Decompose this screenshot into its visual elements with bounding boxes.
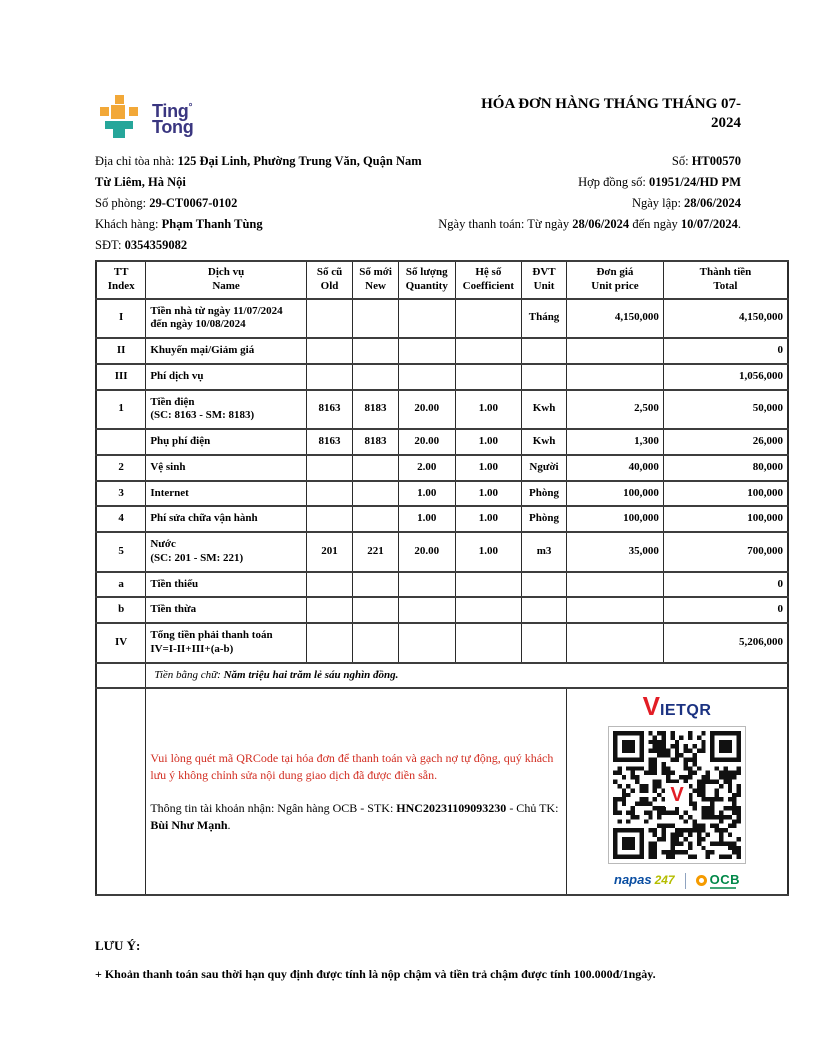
logo-word-1: Ting [152, 100, 189, 121]
payment-period [438, 214, 741, 235]
note-heading: LƯU Ý: [95, 938, 141, 953]
table-row [96, 481, 788, 507]
quantity [398, 623, 455, 663]
unit-price: 2,500 [567, 390, 664, 430]
row-index: 2 [96, 455, 146, 481]
total: 80,000 [663, 455, 788, 481]
total: 100,000 [663, 506, 788, 532]
row-index: II [96, 338, 146, 364]
account-number: HNC20231109093230 [396, 800, 507, 815]
new-reading [353, 364, 399, 390]
info-left-line-1: Số phòng: 29-CT0067-0102 [95, 196, 238, 210]
coefficient: 1.00 [455, 481, 521, 507]
unit-price: 4,150,000 [567, 299, 664, 339]
old-reading: 8163 [306, 390, 352, 430]
old-reading [306, 299, 352, 339]
vietqr-center-mark: V [665, 783, 689, 807]
table-header-row [96, 261, 788, 299]
row-index: b [96, 597, 146, 623]
quantity: 20.00 [398, 390, 455, 430]
ocb-logo [696, 873, 740, 889]
ocb-icon [696, 875, 707, 886]
row-index: 4 [96, 506, 146, 532]
row-index: 1 [96, 390, 146, 430]
service-name: Internet [146, 481, 307, 507]
ocb-name: OCB [709, 871, 740, 887]
table-row [96, 506, 788, 532]
info-section [95, 151, 789, 256]
unit-price: 100,000 [567, 506, 664, 532]
old-reading [306, 506, 352, 532]
new-reading: 8183 [353, 429, 399, 455]
total: 5,206,000 [663, 623, 788, 663]
empty-cell [96, 688, 146, 895]
quantity: 20.00 [398, 429, 455, 455]
payment-mid: đến ngày [629, 217, 681, 231]
new-reading [353, 572, 399, 598]
info-right-line-0: Số: HT00570 [671, 154, 741, 168]
column-header-1: Dịch vụ Name [146, 261, 307, 299]
total: 1,056,000 [663, 364, 788, 390]
qr-payment-notice: Vui lòng quét mã QRCode tại hóa đơn để thanh toán và gạch nợ tự động, quý khách lưu ý không chỉnh sửa nội dung giao dịch đã được điền sẵn. [150, 750, 554, 782]
service-name: Tổng tiền phải thanh toán IV=I-II+III+(a-b) [146, 623, 307, 663]
new-reading: 221 [353, 532, 399, 572]
old-reading [306, 597, 352, 623]
service-name: Tiền thừa [146, 597, 307, 623]
quantity [398, 299, 455, 339]
vietqr-text: IETQR [659, 702, 712, 720]
napas-name: napas [614, 872, 652, 888]
coefficient [455, 364, 521, 390]
qr-panel [567, 688, 788, 895]
coefficient [455, 623, 521, 663]
table-row [96, 532, 788, 572]
logo-word-2: Tong [152, 116, 194, 137]
unit-price: 100,000 [567, 481, 664, 507]
invoice-table [95, 260, 789, 896]
unit-price [567, 572, 664, 598]
column-header-0: TT Index [96, 261, 146, 299]
new-reading: 8183 [353, 390, 399, 430]
total: 0 [663, 597, 788, 623]
coefficient: 1.00 [455, 506, 521, 532]
amount-in-words [146, 663, 788, 689]
quantity [398, 572, 455, 598]
service-name: Tiền điện (SC: 8163 - SM: 8183) [146, 390, 307, 430]
total: 4,150,000 [663, 299, 788, 339]
payment-from-date: 28/06/2024 [572, 217, 630, 231]
column-header-2: Số cũ Old [306, 261, 352, 299]
info-left-line-2: Khách hàng: Phạm Thanh Tùng [95, 217, 263, 231]
unit [522, 623, 567, 663]
note-text: + Khoản thanh toán sau thời hạn quy định được tính là nộp chậm và tiền trả chậm được tính 100.000đ/1ngày. [95, 967, 656, 981]
service-name: Khuyến mại/Giảm giá [146, 338, 307, 364]
total: 26,000 [663, 429, 788, 455]
quantity: 20.00 [398, 532, 455, 572]
quantity: 1.00 [398, 481, 455, 507]
service-name: Vệ sinh [146, 455, 307, 481]
table-row [96, 364, 788, 390]
info-left-line-0: Địa chỉ tòa nhà: 125 Đại Linh, Phường Trung Văn, Quận Nam Từ Liêm, Hà Nội [95, 154, 422, 189]
coefficient: 1.00 [455, 455, 521, 481]
row-index: 5 [96, 532, 146, 572]
new-reading [353, 623, 399, 663]
table-row [96, 572, 788, 598]
empty-cell [96, 663, 146, 689]
amount-in-words-label: Tiền bằng chữ: [154, 668, 224, 681]
total: 50,000 [663, 390, 788, 430]
old-reading [306, 455, 352, 481]
tingtong-logo-icon [95, 95, 143, 139]
new-reading [353, 597, 399, 623]
total: 700,000 [663, 532, 788, 572]
header [95, 95, 789, 139]
unit-price: 1,300 [567, 429, 664, 455]
row-index: a [96, 572, 146, 598]
coefficient: 1.00 [455, 532, 521, 572]
unit: Tháng [522, 299, 567, 339]
row-index: 3 [96, 481, 146, 507]
old-reading [306, 481, 352, 507]
old-reading [306, 623, 352, 663]
payment-end: . [737, 217, 741, 231]
service-name: Phí dịch vụ [146, 364, 307, 390]
napas-247: 247 [654, 873, 675, 888]
old-reading [306, 364, 352, 390]
unit: Kwh [522, 429, 567, 455]
old-reading [306, 572, 352, 598]
unit [522, 338, 567, 364]
unit [522, 597, 567, 623]
table-row [96, 623, 788, 663]
coefficient [455, 299, 521, 339]
quantity: 2.00 [398, 455, 455, 481]
quantity: 1.00 [398, 506, 455, 532]
quantity [398, 597, 455, 623]
quantity [398, 338, 455, 364]
old-reading [306, 338, 352, 364]
new-reading [353, 481, 399, 507]
row-index: III [96, 364, 146, 390]
new-reading [353, 455, 399, 481]
coefficient [455, 338, 521, 364]
qr-instructions-cell [146, 688, 567, 895]
invoice-title: HÓA ĐƠN HÀNG THÁNG THÁNG 07-2024 [481, 96, 741, 131]
table-row [96, 429, 788, 455]
old-reading: 201 [306, 532, 352, 572]
logo-trademark: ° [188, 101, 193, 113]
unit-price [567, 597, 664, 623]
napas-logo [614, 872, 675, 889]
table-row [96, 299, 788, 339]
unit-price [567, 364, 664, 390]
service-name: Tiền nhà từ ngày 11/07/2024 đến ngày 10/08/2024 [146, 299, 307, 339]
info-left [95, 151, 438, 256]
account-mid: - Chủ TK: [506, 800, 559, 815]
unit: Người [522, 455, 567, 481]
quantity [398, 364, 455, 390]
qr-code [608, 726, 746, 864]
coefficient [455, 572, 521, 598]
payment-to-date: 10/07/2024 [680, 217, 738, 231]
unit [522, 572, 567, 598]
total: 0 [663, 572, 788, 598]
row-index: I [96, 299, 146, 339]
account-holder: Bùi Như Mạnh [150, 817, 228, 832]
row-index [96, 429, 146, 455]
unit: Phòng [522, 506, 567, 532]
vietqr-logo [571, 691, 783, 724]
unit-price: 35,000 [567, 532, 664, 572]
vietqr-v: V [642, 691, 660, 722]
info-right [438, 151, 789, 256]
column-header-4: Số lượng Quantity [398, 261, 455, 299]
unit: Kwh [522, 390, 567, 430]
service-name: Phụ phí điện [146, 429, 307, 455]
old-reading: 8163 [306, 429, 352, 455]
amount-in-words-value: Năm triệu hai trăm lẻ sáu nghìn đồng. [223, 668, 399, 681]
account-prefix: Thông tin tài khoản nhận: Ngân hàng OCB - STK: [150, 800, 397, 815]
unit: Phòng [522, 481, 567, 507]
column-header-3: Số mới New [353, 261, 399, 299]
row-index: IV [96, 623, 146, 663]
tingtong-logo-text [152, 100, 193, 135]
total: 0 [663, 338, 788, 364]
account-info [150, 800, 562, 834]
column-header-8: Thành tiền Total [663, 261, 788, 299]
info-right-line-2: Ngày lập: 28/06/2024 [631, 196, 741, 210]
qr-brands [571, 872, 783, 889]
unit-price [567, 623, 664, 663]
payment-label: Ngày thanh toán: Từ ngày [438, 217, 573, 231]
info-left-line-3: SĐT: 0354359082 [95, 238, 188, 252]
ocb-tagline-bar [710, 887, 736, 889]
unit: m3 [522, 532, 567, 572]
service-name: Tiền thiếu [146, 572, 307, 598]
unit [522, 364, 567, 390]
coefficient: 1.00 [455, 429, 521, 455]
service-name: Nước (SC: 201 - SM: 221) [146, 532, 307, 572]
column-header-5: Hệ số Coefficient [455, 261, 521, 299]
column-header-7: Đơn giá Unit price [567, 261, 664, 299]
table-row [96, 390, 788, 430]
tingtong-logo [95, 95, 193, 139]
coefficient: 1.00 [455, 390, 521, 430]
brand-divider [685, 873, 686, 889]
coefficient [455, 597, 521, 623]
table-row [96, 338, 788, 364]
new-reading [353, 338, 399, 364]
amount-in-words-row [96, 663, 788, 689]
new-reading [353, 299, 399, 339]
column-header-6: ĐVT Unit [522, 261, 567, 299]
table-row [96, 597, 788, 623]
account-suffix: . [227, 817, 231, 832]
service-name: Phí sửa chữa vận hành [146, 506, 307, 532]
unit-price: 40,000 [567, 455, 664, 481]
total: 100,000 [663, 481, 788, 507]
footer-note [95, 938, 789, 982]
qr-row [96, 688, 788, 895]
table-row [96, 455, 788, 481]
unit-price [567, 338, 664, 364]
new-reading [353, 506, 399, 532]
info-right-line-1: Hợp đồng số: 01951/24/HD PM [578, 175, 741, 189]
